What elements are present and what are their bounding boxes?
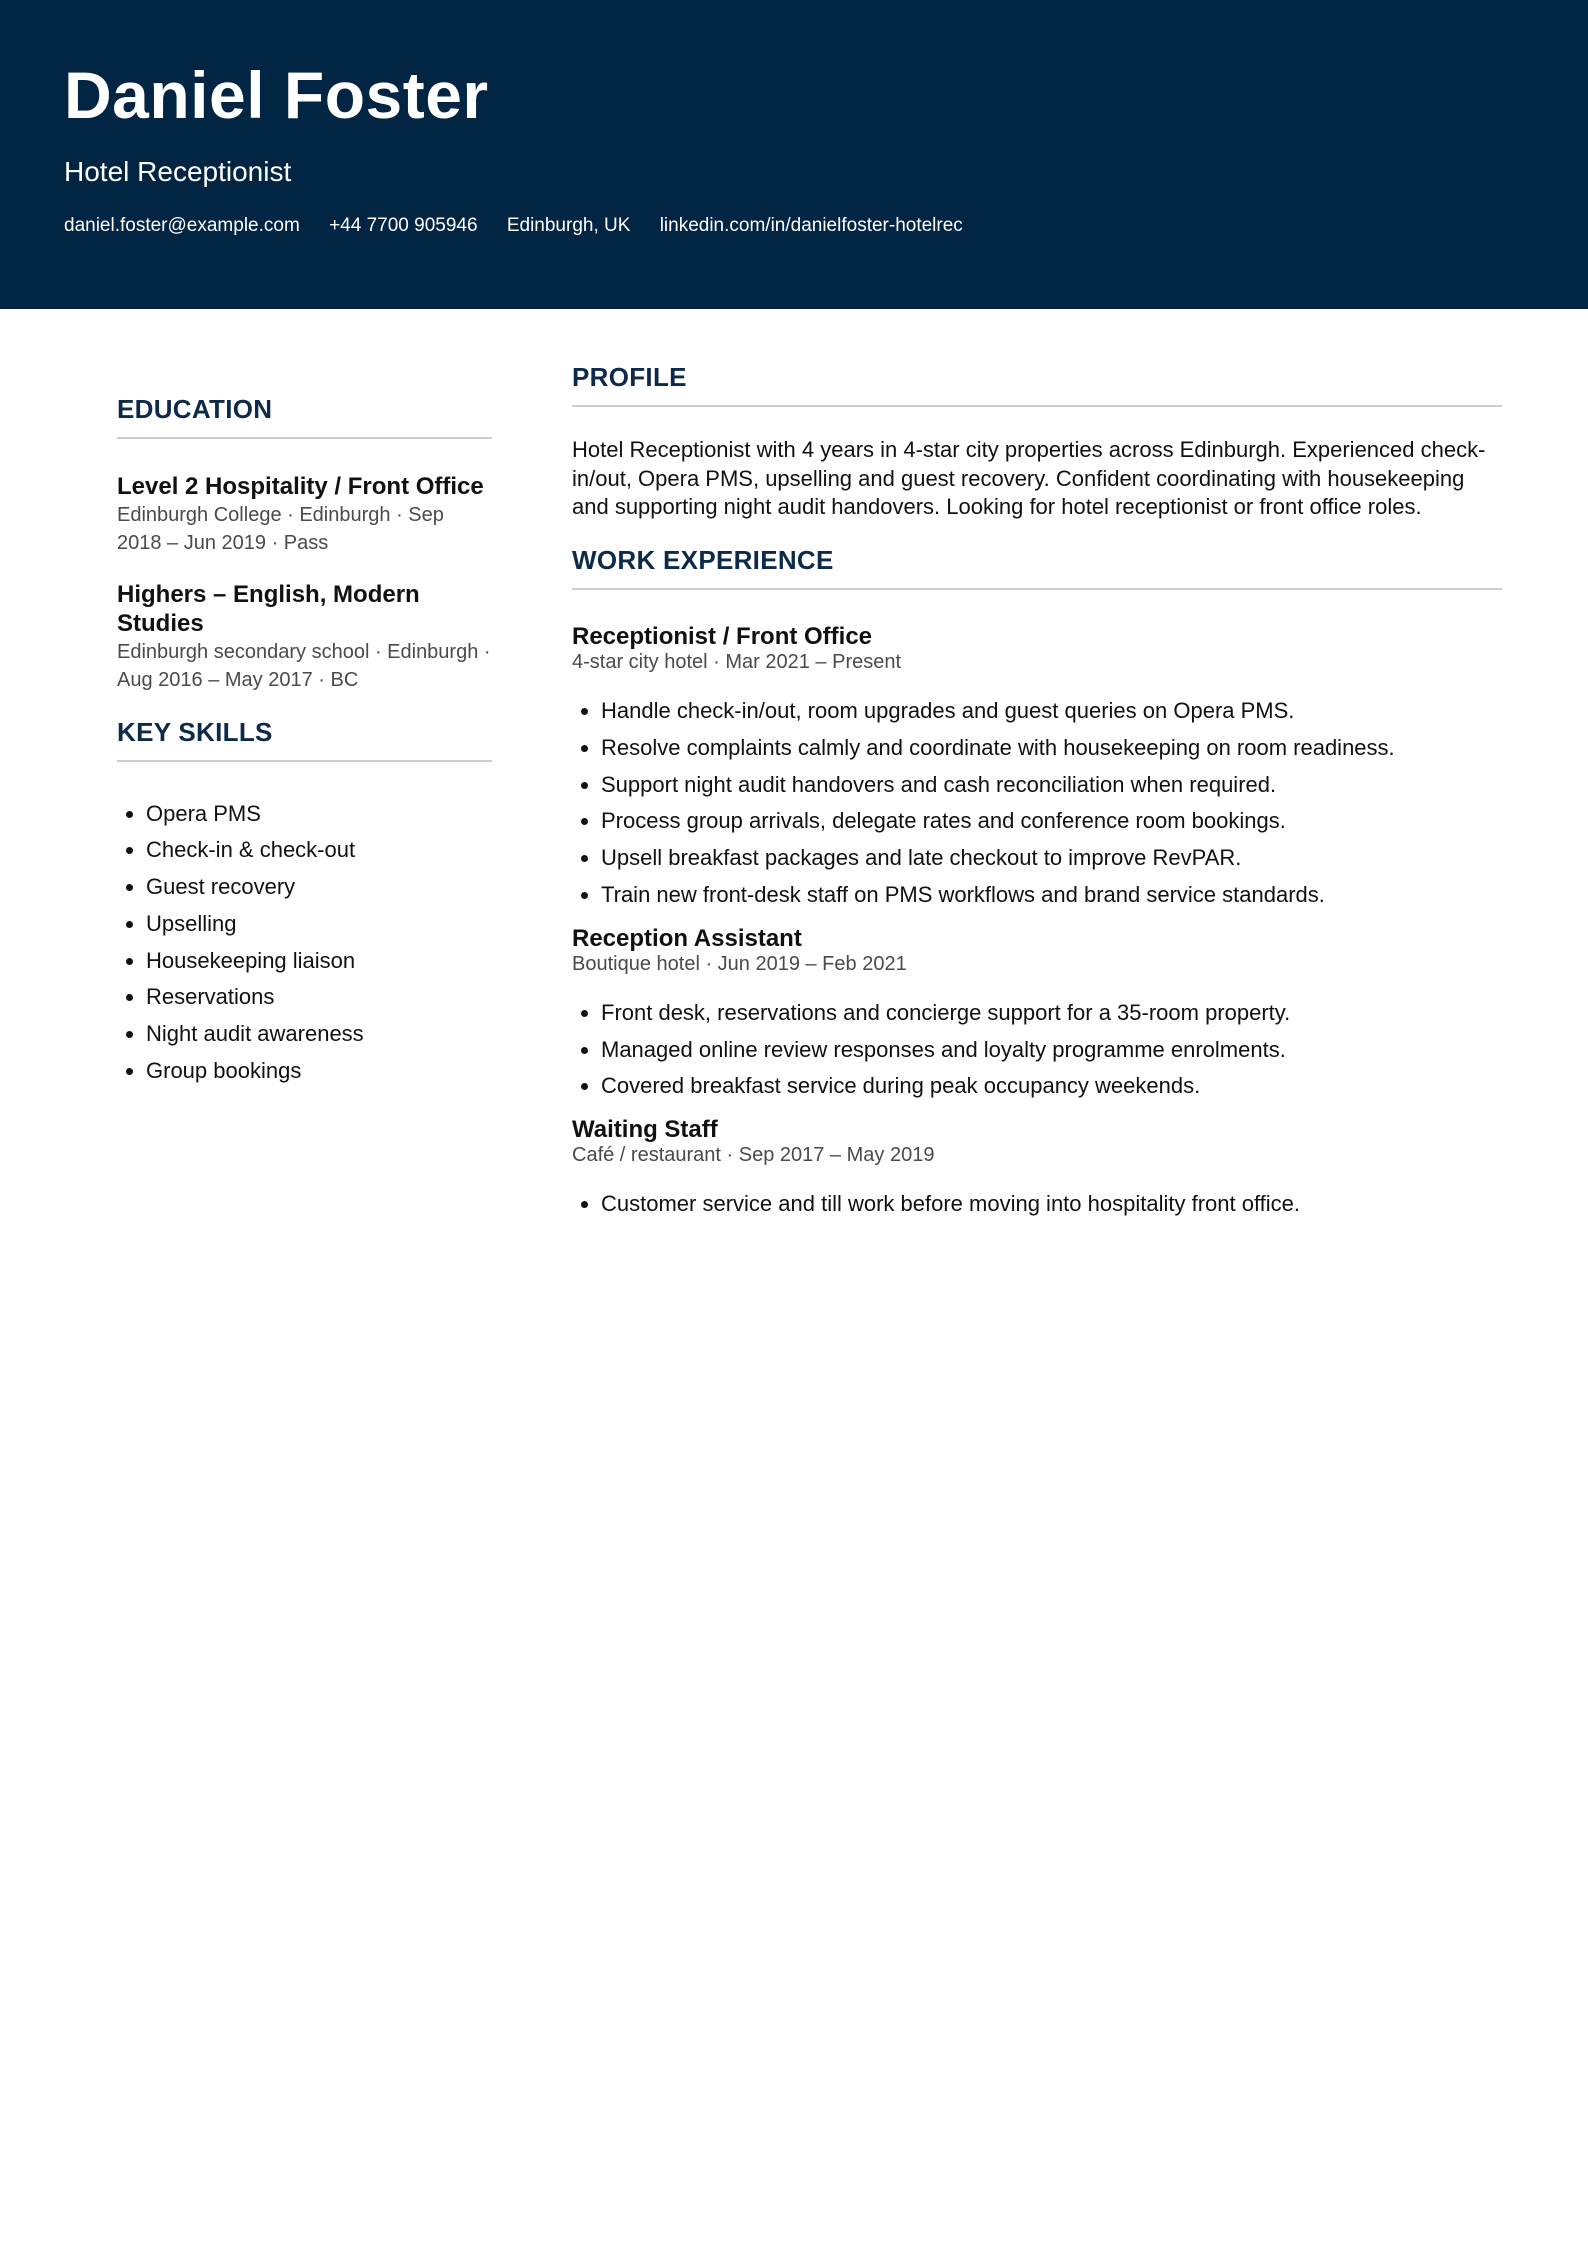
candidate-name: Daniel Foster bbox=[64, 58, 489, 132]
job-bullet: • Managed online review responses and loyalty programme enrolments. bbox=[601, 1032, 1502, 1069]
job-entry bbox=[572, 926, 1502, 1106]
education-item-title: Level 2 Hospitality / Front Office bbox=[117, 472, 484, 500]
skills-heading: KEY SKILLS bbox=[117, 718, 492, 762]
right-column bbox=[572, 363, 1502, 1235]
job-meta: Café / restaurant · Sep 2017 – May 2019 bbox=[572, 1144, 935, 1167]
left-column bbox=[117, 395, 492, 1089]
job-bullet: • Process group arrivals, delegate rates and conference room bookings. bbox=[601, 803, 1502, 840]
contact-linkedin: linkedin.com/in/danielfoster-hotelrec bbox=[659, 215, 963, 236]
job-entry bbox=[572, 1117, 1502, 1223]
skill-item: • Night audit awareness bbox=[146, 1016, 492, 1053]
job-title: Receptionist / Front Office bbox=[572, 622, 873, 650]
skill-item: • Housekeeping liaison bbox=[146, 943, 492, 980]
skill-item: • Group bookings bbox=[146, 1053, 492, 1090]
job-meta: 4-star city hotel · Mar 2021 – Present bbox=[572, 651, 902, 674]
education-item-title: Highers – English, Modern Studies bbox=[117, 581, 420, 637]
job-bullet: • Customer service and till work before moving into hospitality front office. bbox=[601, 1186, 1502, 1223]
education-item bbox=[117, 581, 492, 694]
education-heading: EDUCATION bbox=[117, 395, 492, 439]
job-bullet: • Front desk, reservations and concierge support for a 35-room property. bbox=[601, 995, 1502, 1032]
contact-line bbox=[64, 215, 987, 238]
skill-item: • Reservations bbox=[146, 979, 492, 1016]
education-section bbox=[117, 395, 492, 694]
candidate-role: Hotel Receptionist bbox=[64, 156, 292, 187]
job-bullet: • Upsell breakfast packages and late checkout to improve RevPAR. bbox=[601, 840, 1502, 877]
experience-heading: WORK EXPERIENCE bbox=[572, 546, 1502, 590]
job-title: Waiting Staff bbox=[572, 1116, 718, 1143]
education-item bbox=[117, 473, 492, 557]
job-bullet: • Handle check-in/out, room upgrades and guest queries on Opera PMS. bbox=[601, 693, 1502, 730]
job-bullets bbox=[572, 693, 1502, 913]
job-bullet: • Resolve complaints calmly and coordinate with housekeeping on room readiness. bbox=[601, 730, 1502, 767]
job-meta: Boutique hotel · Jun 2019 – Feb 2021 bbox=[572, 952, 907, 975]
skill-item: • Check-in & check-out bbox=[146, 832, 492, 869]
contact-location: Edinburgh, UK bbox=[506, 215, 631, 236]
experience-section bbox=[572, 546, 1502, 1223]
profile-summary: Hotel Receptionist with 4 years in 4-star city properties across Edinburgh. Experienced check-in/out, Opera PMS, upselling and guest recovery. Confident coordinating with housekeeping and supporting night audit handovers. Looking for hotel receptionist or front office roles. bbox=[572, 436, 1486, 520]
education-item-meta: Edinburgh College · Edinburgh · Sep 2018 – Jun 2019 · Pass bbox=[117, 504, 444, 555]
contact-email: daniel.foster@example.com bbox=[64, 215, 300, 236]
job-bullets bbox=[572, 995, 1502, 1105]
skills-list bbox=[117, 796, 492, 1090]
profile-heading: PROFILE bbox=[572, 363, 1502, 407]
job-bullets bbox=[572, 1186, 1502, 1223]
skills-section bbox=[117, 718, 492, 1090]
skill-item: • Opera PMS bbox=[146, 796, 492, 833]
education-item-meta: Edinburgh secondary school · Edinburgh · Aug 2016 – May 2017 · BC bbox=[117, 640, 491, 691]
skill-item: • Guest recovery bbox=[146, 869, 492, 906]
job-bullet: • Train new front-desk staff on PMS workflows and brand service standards. bbox=[601, 877, 1502, 914]
resume-header bbox=[0, 0, 1588, 309]
job-bullet: • Covered breakfast service during peak occupancy weekends. bbox=[601, 1068, 1502, 1105]
contact-phone: +44 7700 905946 bbox=[329, 215, 478, 236]
skill-item: • Upselling bbox=[146, 906, 492, 943]
job-bullet: • Support night audit handovers and cash reconciliation when required. bbox=[601, 767, 1502, 804]
job-entry bbox=[572, 624, 1502, 914]
profile-section bbox=[572, 363, 1502, 522]
job-title: Reception Assistant bbox=[572, 924, 802, 952]
